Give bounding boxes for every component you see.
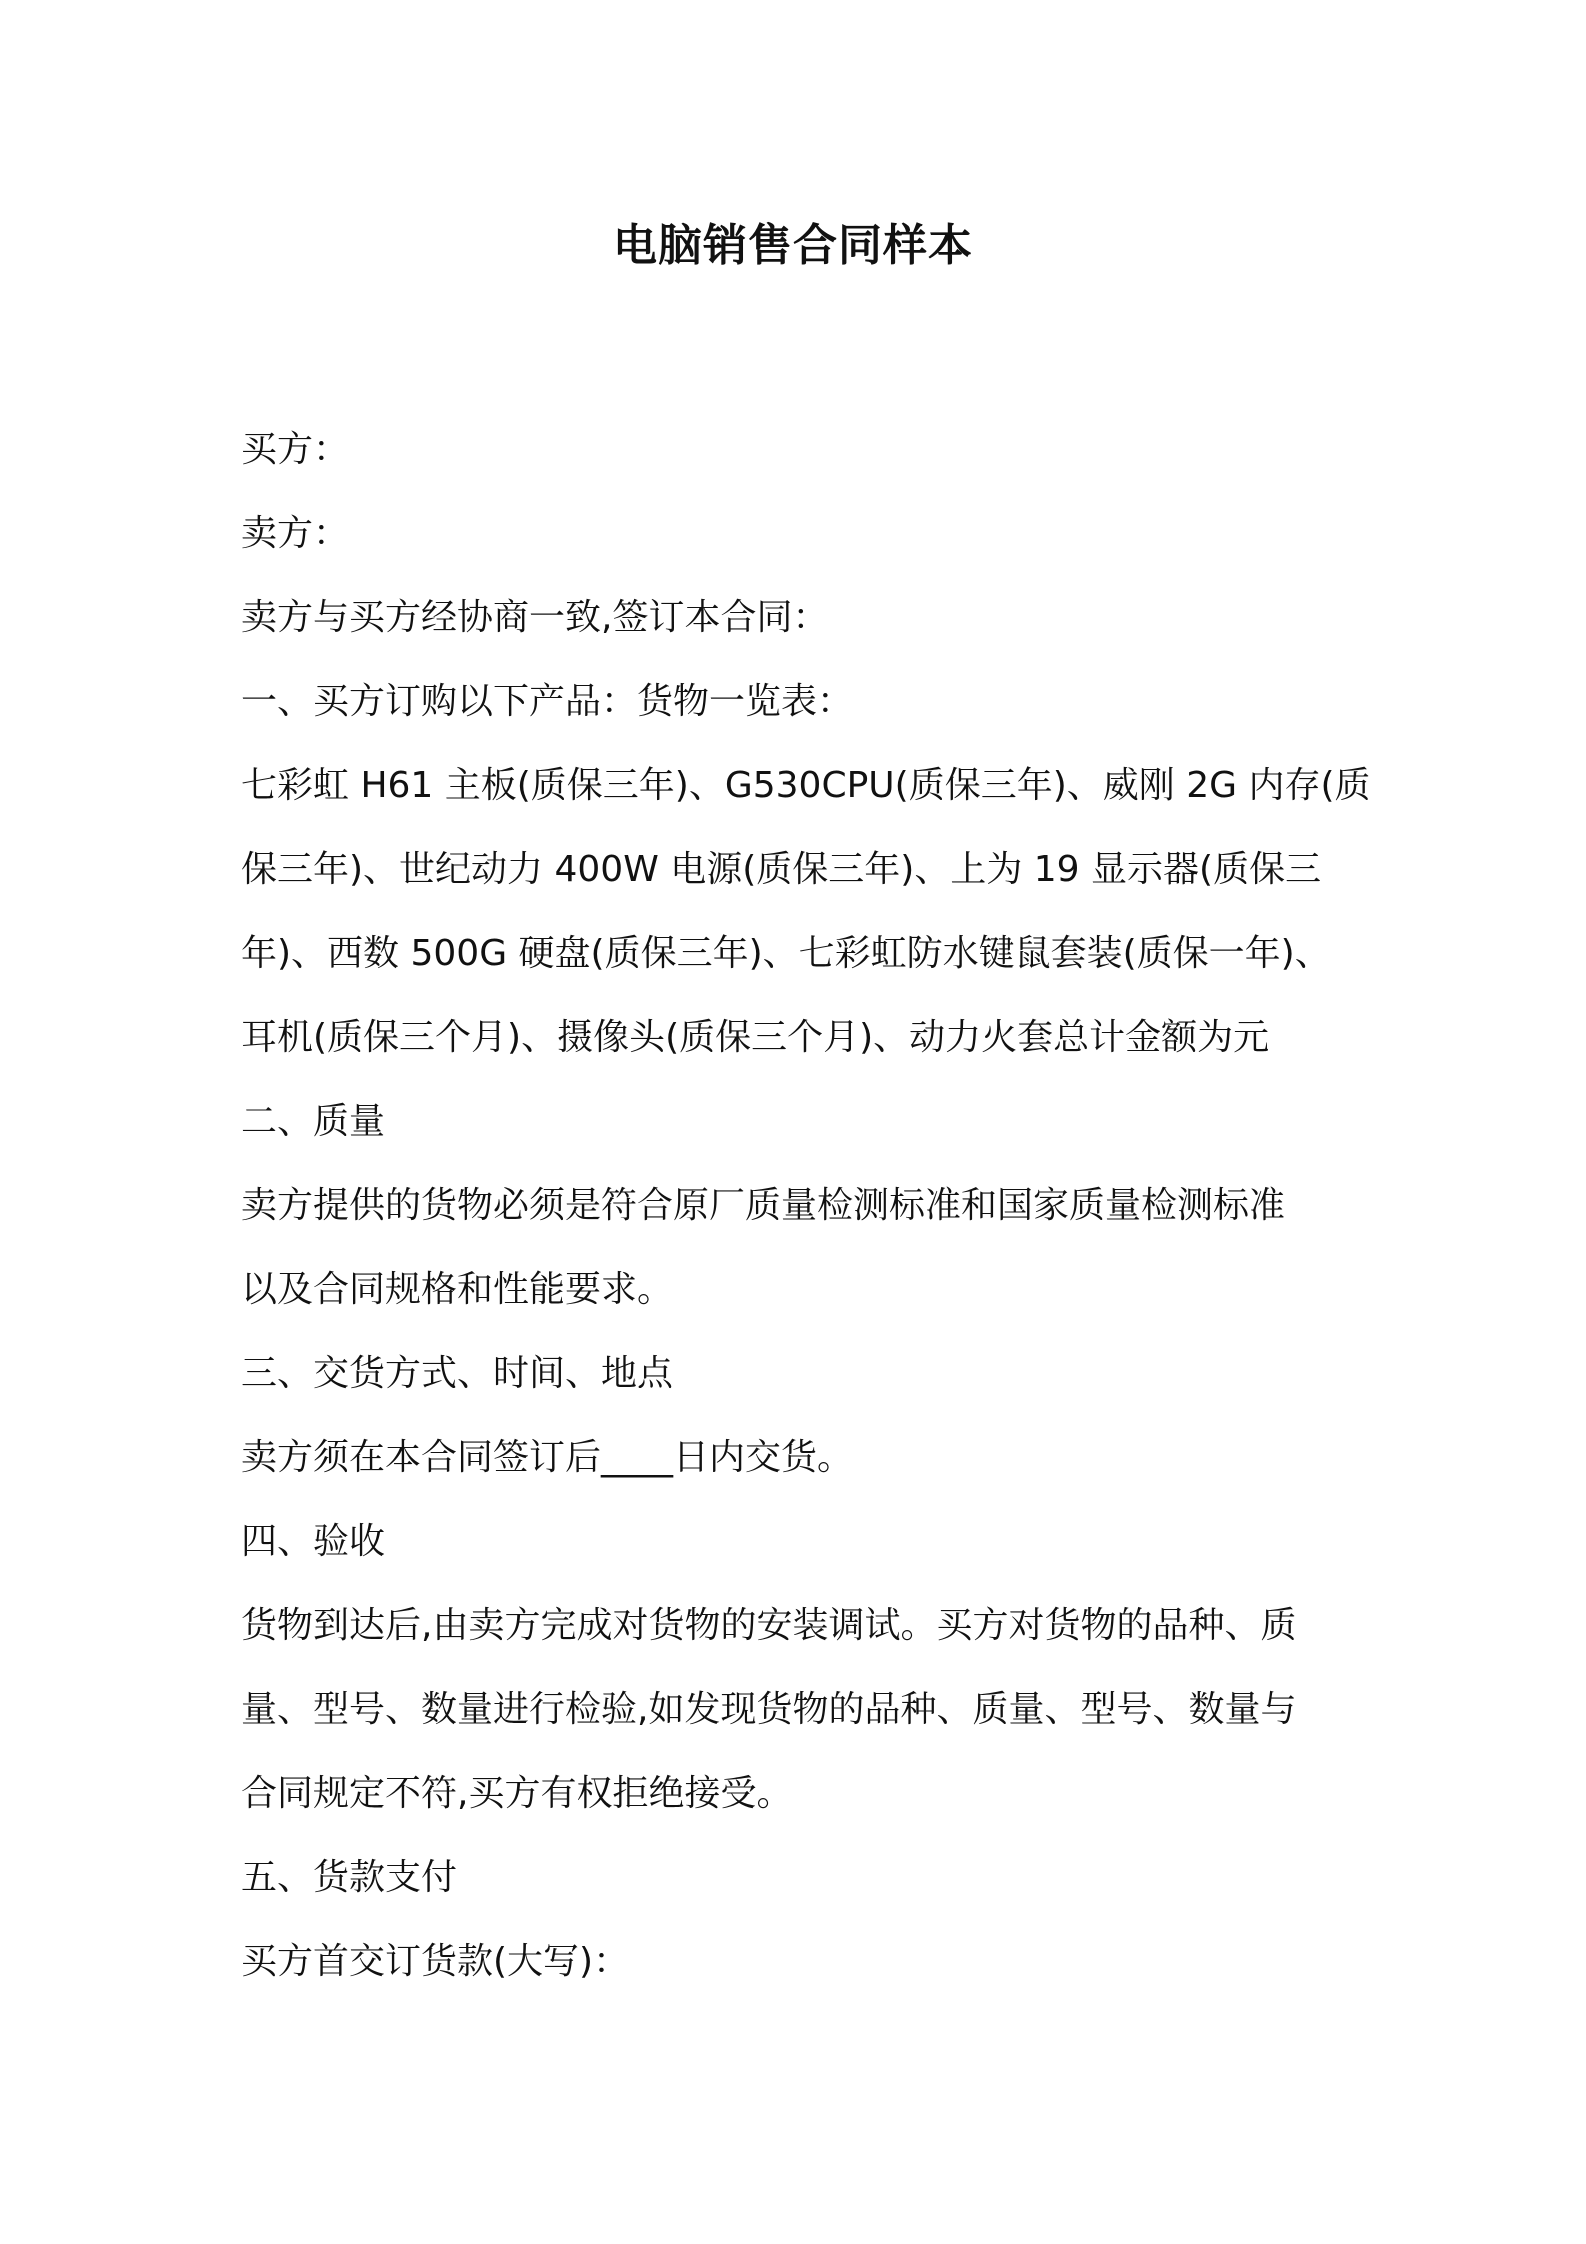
document-body (241, 408, 1371, 2004)
quality-text-line-2: 以及合同规格和性能要求。 (241, 1269, 674, 1310)
document-title: 电脑销售合同样本 (613, 220, 973, 271)
seller-line: 卖方： (241, 513, 350, 554)
buyer-line: 买方： (241, 429, 350, 470)
quality-text-line-1: 卖方提供的货物必须是符合原厂质量检测标准和国家质量检测标准 (241, 1185, 1286, 1226)
acceptance-text-line-2: 量、型号、数量进行检验,如发现货物的品种、质量、型号、数量与 (241, 1689, 1297, 1730)
section-5-heading: 五、货款支付 (241, 1857, 458, 1898)
section-2-heading: 二、质量 (241, 1101, 386, 1142)
section-4-heading: 四、验收 (241, 1521, 386, 1562)
payment-text-line: 买方首交订货款(大写)： (241, 1941, 630, 1982)
product-list-line-2: 保三年)、世纪动力 400W 电源(质保三年)、上为 19 显示器(质保三 (241, 849, 1322, 890)
section-3-heading: 三、交货方式、时间、地点 (241, 1353, 674, 1394)
agreement-intro-line: 卖方与买方经协商一致,签订本合同： (241, 597, 829, 638)
product-list-line-4: 耳机(质保三个月)、摄像头(质保三个月)、动力火套总计金额为元 (241, 1017, 1270, 1058)
section-1-heading: 一、买方订购以下产品：货物一览表： (241, 681, 854, 722)
acceptance-text-line-1: 货物到达后,由卖方完成对货物的安装调试。买方对货物的品种、质 (241, 1605, 1297, 1646)
delivery-text-line: 卖方须在本合同签订后____日内交货。 (241, 1437, 854, 1478)
product-list-line-1: 七彩虹 H61 主板(质保三年)、G530CPU(质保三年)、威刚 2G 内存(质 (241, 765, 1371, 806)
acceptance-text-line-3: 合同规定不符,买方有权拒绝接受。 (241, 1773, 793, 1814)
product-list-line-3: 年)、西数 500G 硬盘(质保三年)、七彩虹防水键鼠套装(质保一年)、 (241, 933, 1331, 974)
